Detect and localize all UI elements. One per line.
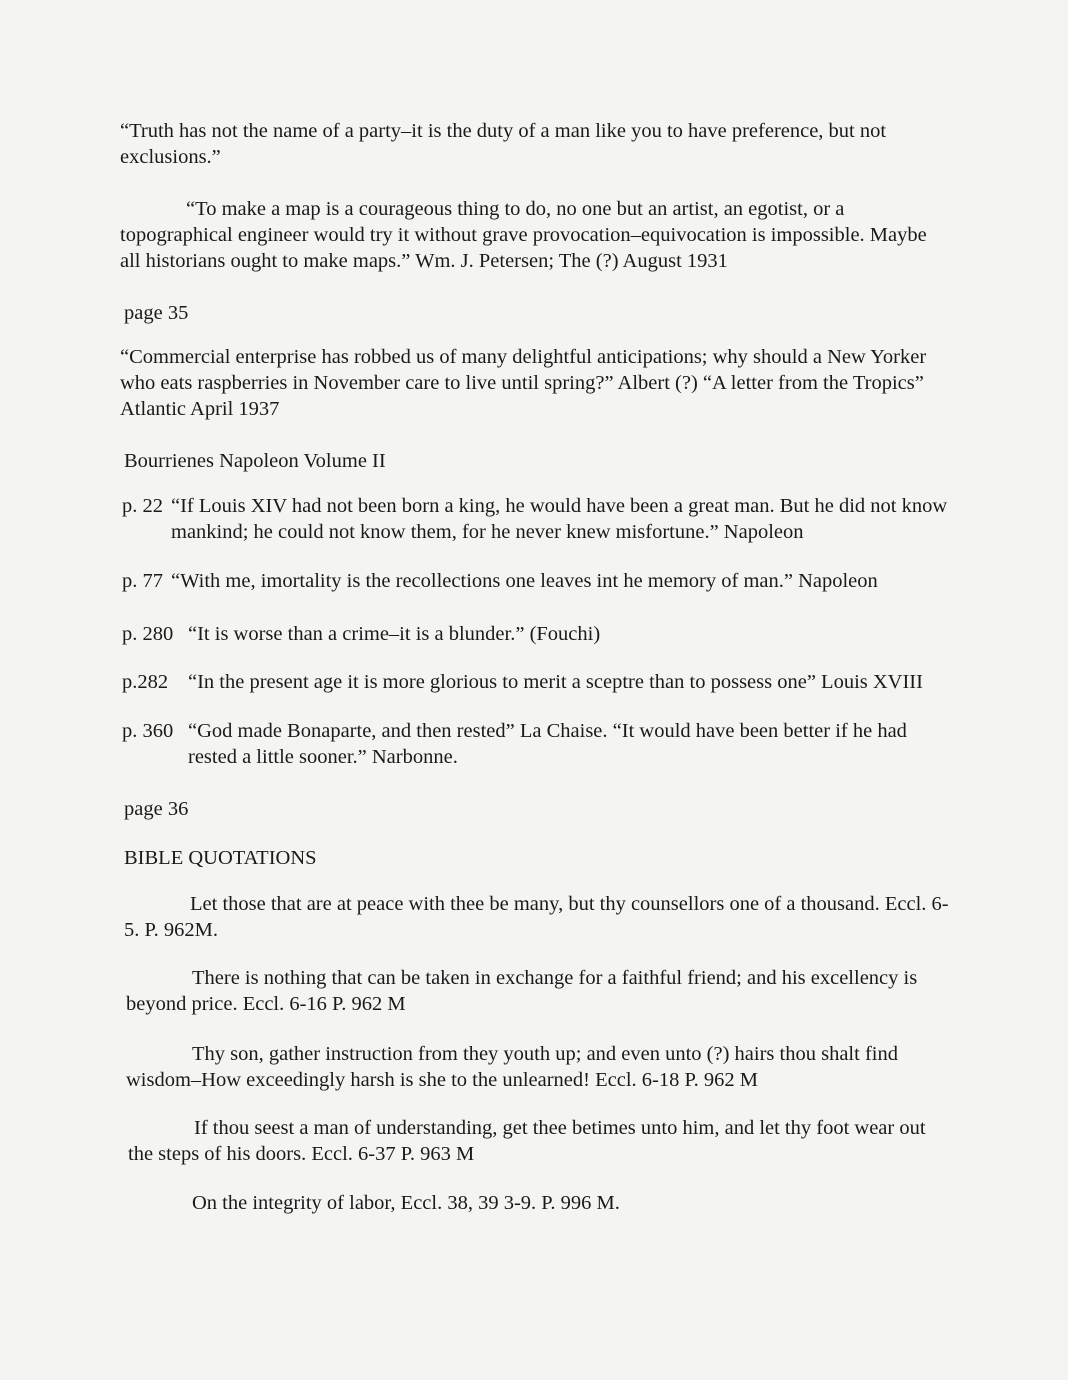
napoleon-entry — [122, 621, 952, 647]
entry-text: “In the present age it is more glorious to merit a sceptre than to possess one” Louis XVIII — [188, 671, 923, 693]
page-36-label: page 36 — [124, 798, 189, 820]
napoleon-entry — [122, 493, 952, 545]
page-ref: p. 280 — [122, 623, 174, 645]
page-ref: p.282 — [122, 671, 169, 693]
page-ref: p. 360 — [122, 720, 174, 742]
entry-text: “With me, imortality is the recollections one leaves int he memory of man.” Napoleon — [171, 570, 878, 592]
napoleon-entry — [122, 669, 952, 695]
bible-quote: If thou seest a man of understanding, get thee betimes unto him, and let thy foot wear out the steps of his doors. Eccl. 6-37 P. 963 M — [128, 1117, 926, 1165]
bible-quote: Let those that are at peace with thee be many, but thy counsellors one of a thousand. Eccl. 6-5. P. 962M. — [124, 893, 949, 941]
bible-quote: Thy son, gather instruction from they youth up; and even unto (?) hairs thou shalt find wisdom–How exceedingly harsh is she to the unlearned! Eccl. 6-18 P. 962 M — [126, 1043, 898, 1091]
entry-text: “It is worse than a crime–it is a blunder.” (Fouchi) — [188, 623, 601, 645]
commercial-quote: “Commercial enterprise has robbed us of many delightful anticipations; why should a New Yorker who eats raspberries in November care to live until spring?” Albert (?) “A letter from the Tropics” Atlantic April 1937 — [120, 346, 927, 420]
bourrienne-heading: Bourrienes Napoleon Volume II — [124, 450, 386, 472]
map-quote: “To make a map is a courageous thing to do, no one but an artist, an egotist, or a topographical engineer would try it without grave provocation–equivocation is impossible. Maybe all historians ought to make maps.” Wm. J. Petersen; The (?) August 1931 — [120, 198, 927, 272]
page-35-label: page 35 — [124, 302, 189, 324]
page-ref: p. 77 — [122, 570, 163, 592]
bible-quote: There is nothing that can be taken in exchange for a faithful friend; and his excellency is beyond price. Eccl. 6-16 P. 962 M — [126, 967, 918, 1015]
napoleon-entry — [122, 718, 952, 770]
page-ref: p. 22 — [122, 495, 163, 517]
bible-quote: On the integrity of labor, Eccl. 38, 39 3-9. P. 996 M. — [192, 1192, 620, 1214]
entry-text: “God made Bonaparte, and then rested” La Chaise. “It would have been better if he had rested a little sooner.” Narbonne. — [188, 720, 907, 768]
bible-heading: BIBLE QUOTATIONS — [124, 847, 317, 869]
napoleon-entry — [122, 568, 952, 594]
entry-text: “If Louis XIV had not been born a king, he would have been a great man. But he did not know mankind; he could not know them, for he never knew misfortune.” Napoleon — [171, 495, 948, 543]
truth-quote: “Truth has not the name of a party–it is the duty of a man like you to have preference, but not exclusions.” — [120, 120, 887, 168]
